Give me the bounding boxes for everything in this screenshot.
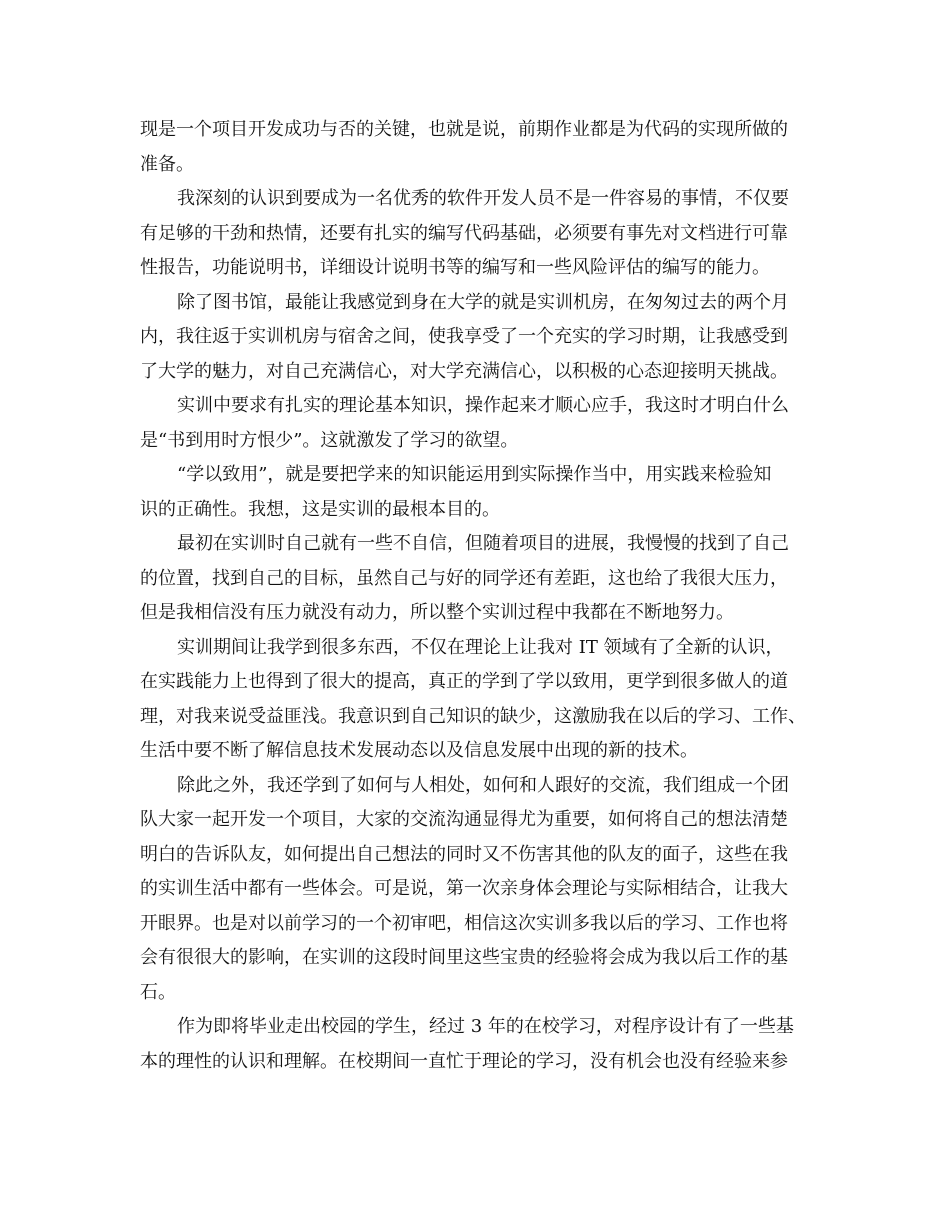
- document-body: [140, 113, 820, 1079]
- text-line: 但是我相信没有压力就没有动力，所以整个实训过程中我都在不断地努力。: [140, 602, 734, 623]
- text-line: 明白的告诉队友，如何提出自己想法的同时又不伤害其他的队友的面子，这些在我: [140, 843, 788, 865]
- text-line: 会有很很大的影响，在实训的这段时间里这些宝贵的经验将会成为我以后工作的基: [140, 947, 788, 968]
- text-line: 队大家一起开发一个项目，大家的交流沟通显得尤为重要，如何将自己的想法清楚: [140, 809, 788, 830]
- text-line: 内，我往返于实训机房与宿舍之间，使我享受了一个充实的学习时期，让我感受到: [140, 326, 788, 347]
- text-line: 实训期间让我学到很多东西，不仅在理论上让我对 IT 领域有了全新的认识，: [177, 636, 784, 658]
- text-line: 除了图书馆，最能让我感觉到身在大学的就是实训机房，在匆匆过去的两个月: [177, 291, 789, 313]
- text-line: 现是一个项目开发成功与否的关键，也就是说，前期作业都是为代码的实现所做的: [140, 119, 788, 140]
- text-line: 准备。: [140, 153, 194, 175]
- text-line: 石。: [140, 981, 176, 1003]
- text-line: 实训中要求有扎实的理论基本知识，操作起来才顺心应手，我这时才明白什么: [177, 395, 789, 416]
- text-line: 生活中要不断了解信息技术发展动态以及信息发展中出现的新的技术。: [140, 740, 698, 761]
- text-line: “学以致用”，就是要把学来的知识能运用到实际操作当中，用实践来检验知: [177, 464, 772, 485]
- text-line: 在实践能力上也得到了很大的提高，真正的学到了学以致用，更学到很多做人的道: [140, 671, 788, 692]
- text-line: 开眼界。也是对以前学习的一个初审吧，相信这次实训多我以后的学习、工作也将: [140, 912, 788, 934]
- text-line: 了大学的魅力，对自己充满信心，对大学充满信心，以积极的心态迎接明天挑战。: [140, 360, 788, 382]
- text-line: 除此之外，我还学到了如何与人相处，如何和人跟好的交流，我们组成一个团: [177, 774, 789, 796]
- text-line: 作为即将毕业走出校园的学生，经过 3 年的在校学习，对程序设计有了一些基: [177, 1016, 794, 1037]
- text-line: 的实训生活中都有一些体会。可是说，第一次亲身体会理论与实际相结合，让我大: [140, 878, 788, 899]
- text-line: 我深刻的认识到要成为一名优秀的软件开发人员不是一件容易的事情，不仅要: [177, 188, 789, 209]
- text-line: 的位置，找到自己的目标，虽然自己与好的同学还有差距，这也给了我很大压力，: [140, 567, 788, 589]
- text-line: 本的理性的认识和理解。在校期间一直忙于理论的学习，没有机会也没有经验来参: [140, 1050, 788, 1072]
- text-line: 性报告，功能说明书，详细设计说明书等的编写和一些风险评估的编写的能力。: [140, 257, 770, 278]
- text-line: 是“书到用时方恨少”。这就激发了学习的欲望。: [140, 429, 519, 451]
- text-line: 最初在实训时自己就有一些不自信，但随着项目的进展，我慢慢的找到了自己: [177, 533, 789, 554]
- text-line: 有足够的干劲和热情，还要有扎实的编写代码基础，必须要有事先对文档进行可靠: [140, 222, 788, 244]
- text-line: 识的正确性。我想，这是实训的最根本目的。: [140, 498, 500, 520]
- text-line: 理，对我来说受益匪浅。我意识到自己知识的缺少，这激励我在以后的学习、工作、: [140, 705, 806, 727]
